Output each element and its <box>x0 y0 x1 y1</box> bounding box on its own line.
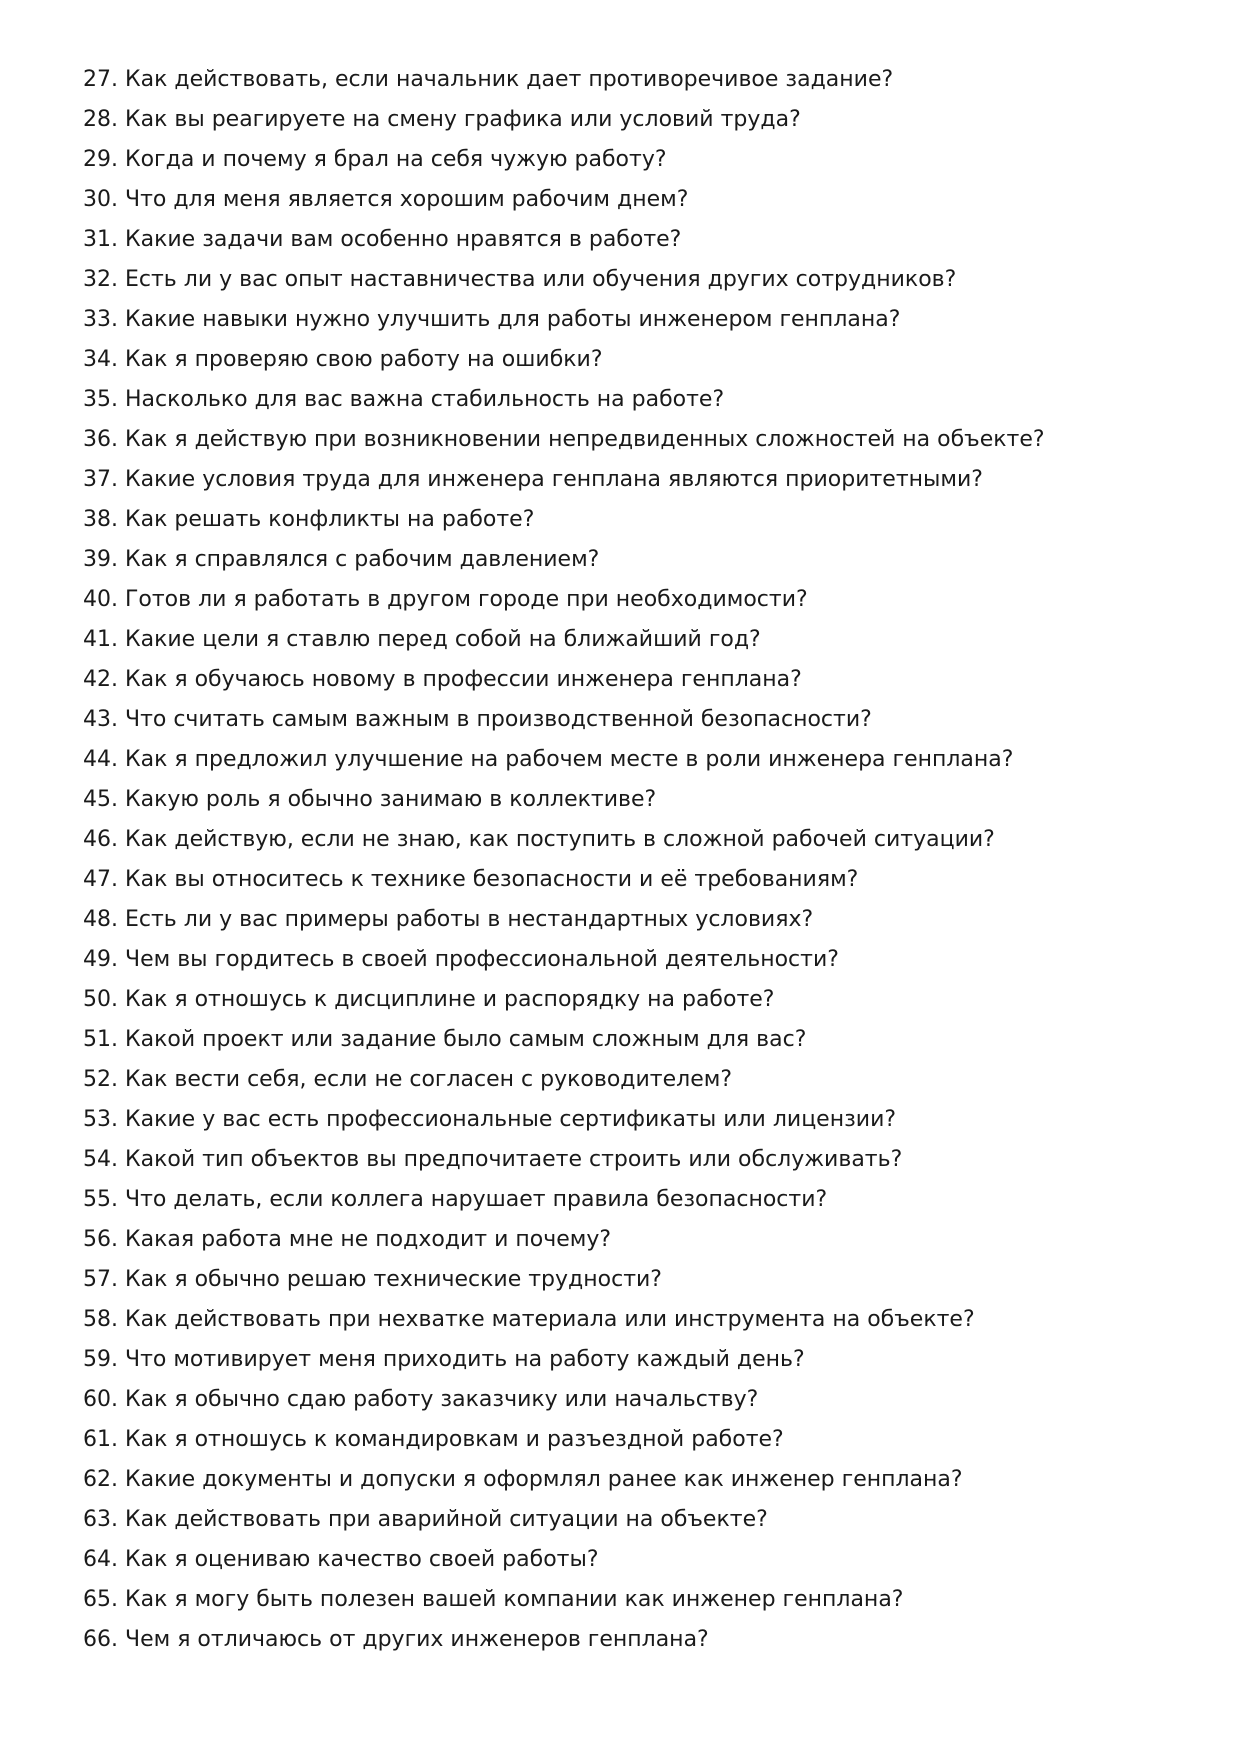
question-item: 27. Как действовать, если начальник дает противоречивое задание? <box>83 67 894 92</box>
question-item: 61. Как я отношусь к командировкам и разъездной работе? <box>83 1427 784 1452</box>
question-item: 64. Как я оцениваю качество своей работы? <box>83 1547 599 1572</box>
question-item: 29. Когда и почему я брал на себя чужую работу? <box>83 147 667 172</box>
question-item: 55. Что делать, если коллега нарушает правила безопасности? <box>83 1187 828 1212</box>
question-item: 41. Какие цели я ставлю перед собой на ближайший год? <box>83 627 761 652</box>
question-item: 66. Чем я отличаюсь от других инженеров генплана? <box>83 1627 709 1652</box>
question-item: 36. Как я действую при возникновении непредвиденных сложностей на объекте? <box>83 427 1045 452</box>
question-item: 28. Как вы реагируете на смену графика или условий труда? <box>83 107 801 132</box>
question-item: 38. Как решать конфликты на работе? <box>83 507 535 532</box>
question-item: 52. Как вести себя, если не согласен с руководителем? <box>83 1067 733 1092</box>
question-item: 40. Готов ли я работать в другом городе при необходимости? <box>83 587 808 612</box>
question-item: 32. Есть ли у вас опыт наставничества или обучения других сотрудников? <box>83 267 957 292</box>
question-item: 39. Как я справлялся с рабочим давлением? <box>83 547 600 572</box>
question-item: 45. Какую роль я обычно занимаю в коллективе? <box>83 787 657 812</box>
question-item: 51. Какой проект или задание было самым сложным для вас? <box>83 1027 807 1052</box>
question-item: 31. Какие задачи вам особенно нравятся в работе? <box>83 227 682 252</box>
question-item: 60. Как я обычно сдаю работу заказчику или начальству? <box>83 1387 759 1412</box>
question-item: 48. Есть ли у вас примеры работы в нестандартных условиях? <box>83 907 814 932</box>
question-item: 58. Как действовать при нехватке материала или инструмента на объекте? <box>83 1307 975 1332</box>
question-item: 65. Как я могу быть полезен вашей компании как инженер генплана? <box>83 1587 904 1612</box>
question-item: 63. Как действовать при аварийной ситуации на объекте? <box>83 1507 768 1532</box>
question-item: 50. Как я отношусь к дисциплине и распорядку на работе? <box>83 987 775 1012</box>
question-item: 34. Как я проверяю свою работу на ошибки? <box>83 347 603 372</box>
question-item: 37. Какие условия труда для инженера генплана являются приоритетными? <box>83 467 983 492</box>
question-item: 59. Что мотивирует меня приходить на работу каждый день? <box>83 1347 805 1372</box>
question-item: 62. Какие документы и допуски я оформлял ранее как инженер генплана? <box>83 1467 963 1492</box>
question-item: 53. Какие у вас есть профессиональные сертификаты или лицензии? <box>83 1107 897 1132</box>
question-item: 33. Какие навыки нужно улучшить для работы инженером генплана? <box>83 307 901 332</box>
question-item: 35. Насколько для вас важна стабильность на работе? <box>83 387 725 412</box>
question-item: 57. Как я обычно решаю технические трудности? <box>83 1267 662 1292</box>
question-item: 43. Что считать самым важным в производственной безопасности? <box>83 707 872 732</box>
question-item: 49. Чем вы гордитесь в своей профессиональной деятельности? <box>83 947 839 972</box>
question-item: 30. Что для меня является хорошим рабочим днем? <box>83 187 689 212</box>
question-item: 54. Какой тип объектов вы предпочитаете строить или обслуживать? <box>83 1147 903 1172</box>
question-item: 47. Как вы относитесь к технике безопасности и её требованиям? <box>83 867 859 892</box>
question-list <box>83 60 1183 1660</box>
question-item: 56. Какая работа мне не подходит и почему? <box>83 1227 612 1252</box>
question-item: 46. Как действую, если не знаю, как поступить в сложной рабочей ситуации? <box>83 827 995 852</box>
question-item: 42. Как я обучаюсь новому в профессии инженера генплана? <box>83 667 802 692</box>
question-item: 44. Как я предложил улучшение на рабочем месте в роли инженера генплана? <box>83 747 1014 772</box>
